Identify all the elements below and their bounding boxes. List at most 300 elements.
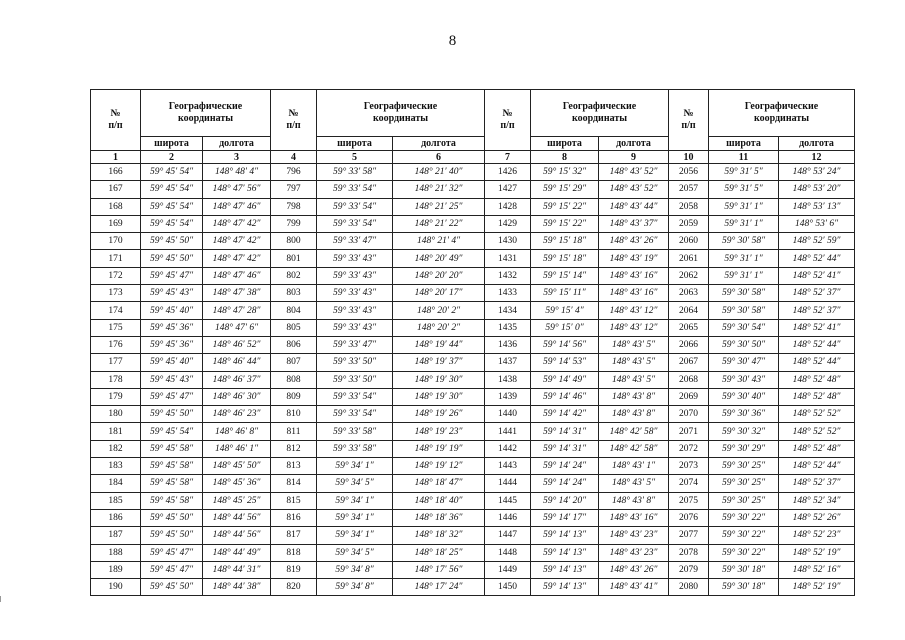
latitude-cell: 59° 45′ 50″ bbox=[141, 527, 203, 544]
point-number-cell: 813 bbox=[271, 458, 317, 475]
point-number-cell: 2065 bbox=[669, 319, 709, 336]
latitude-cell: 59° 15′ 18″ bbox=[531, 233, 599, 250]
longitude-cell: 148° 43′ 16″ bbox=[599, 285, 669, 302]
longitude-cell: 148° 53′ 24″ bbox=[779, 164, 855, 181]
latitude-cell: 59° 15′ 22″ bbox=[531, 215, 599, 232]
latitude-cell: 59° 34′ 1″ bbox=[317, 492, 393, 509]
longitude-cell: 148° 43′ 16″ bbox=[599, 509, 669, 526]
longitude-cell: 148° 19′ 23″ bbox=[393, 423, 485, 440]
header-row-sub bbox=[91, 137, 855, 151]
latitude-cell: 59° 34′ 1″ bbox=[317, 509, 393, 526]
longitude-cell: 148° 43′ 8″ bbox=[599, 388, 669, 405]
latitude-cell: 59° 33′ 54″ bbox=[317, 198, 393, 215]
longitude-cell: 148° 17′ 56″ bbox=[393, 561, 485, 578]
point-number-cell: 798 bbox=[271, 198, 317, 215]
point-number-cell: 186 bbox=[91, 509, 141, 526]
longitude-cell: 148° 52′ 41″ bbox=[779, 267, 855, 284]
point-number-cell: 800 bbox=[271, 233, 317, 250]
longitude-cell: 148° 52′ 34″ bbox=[779, 492, 855, 509]
point-number-cell: 801 bbox=[271, 250, 317, 267]
longitude-cell: 148° 42′ 58″ bbox=[599, 440, 669, 457]
longitude-cell: 148° 46′ 8″ bbox=[203, 423, 271, 440]
latitude-cell: 59° 15′ 18″ bbox=[531, 250, 599, 267]
point-number-cell: 181 bbox=[91, 423, 141, 440]
table-row bbox=[91, 250, 855, 267]
longitude-cell: 148° 43′ 52″ bbox=[599, 181, 669, 198]
longitude-cell: 148° 18′ 47″ bbox=[393, 475, 485, 492]
longitude-cell: 148° 47′ 56″ bbox=[203, 181, 271, 198]
header-lon-1: долгота bbox=[203, 137, 271, 151]
longitude-cell: 148° 21′ 22″ bbox=[393, 215, 485, 232]
col-index: 6 bbox=[393, 151, 485, 164]
longitude-cell: 148° 44′ 56″ bbox=[203, 509, 271, 526]
point-number-cell: 1435 bbox=[485, 319, 531, 336]
longitude-cell: 148° 52′ 44″ bbox=[779, 250, 855, 267]
point-number-cell: 797 bbox=[271, 181, 317, 198]
latitude-cell: 59° 15′ 14″ bbox=[531, 267, 599, 284]
latitude-cell: 59° 33′ 54″ bbox=[317, 181, 393, 198]
point-number-cell: 809 bbox=[271, 388, 317, 405]
latitude-cell: 59° 45′ 54″ bbox=[141, 164, 203, 181]
latitude-cell: 59° 15′ 4″ bbox=[531, 302, 599, 319]
latitude-cell: 59° 14′ 13″ bbox=[531, 544, 599, 561]
point-number-cell: 2070 bbox=[669, 406, 709, 423]
latitude-cell: 59° 30′ 47″ bbox=[709, 354, 779, 371]
longitude-cell: 148° 44′ 31″ bbox=[203, 561, 271, 578]
point-number-cell: 174 bbox=[91, 302, 141, 319]
point-number-cell: 2057 bbox=[669, 181, 709, 198]
point-number-cell: 187 bbox=[91, 527, 141, 544]
longitude-cell: 148° 43′ 8″ bbox=[599, 492, 669, 509]
header-num-col3: № п/п bbox=[485, 90, 531, 151]
point-number-cell: 168 bbox=[91, 198, 141, 215]
point-number-cell: 2080 bbox=[669, 579, 709, 596]
point-number-cell: 2078 bbox=[669, 544, 709, 561]
point-number-cell: 2076 bbox=[669, 509, 709, 526]
longitude-cell: 148° 43′ 5″ bbox=[599, 371, 669, 388]
latitude-cell: 59° 45′ 50″ bbox=[141, 233, 203, 250]
table-row bbox=[91, 492, 855, 509]
latitude-cell: 59° 33′ 54″ bbox=[317, 215, 393, 232]
point-number-cell: 796 bbox=[271, 164, 317, 181]
point-number-cell: 819 bbox=[271, 561, 317, 578]
latitude-cell: 59° 33′ 43″ bbox=[317, 267, 393, 284]
latitude-cell: 59° 45′ 58″ bbox=[141, 475, 203, 492]
latitude-cell: 59° 45′ 47″ bbox=[141, 388, 203, 405]
longitude-cell: 148° 52′ 16″ bbox=[779, 561, 855, 578]
latitude-cell: 59° 31′ 1″ bbox=[709, 267, 779, 284]
table-row bbox=[91, 354, 855, 371]
latitude-cell: 59° 45′ 50″ bbox=[141, 509, 203, 526]
latitude-cell: 59° 30′ 40″ bbox=[709, 388, 779, 405]
header-lat-1: широта bbox=[141, 137, 203, 151]
point-number-cell: 2073 bbox=[669, 458, 709, 475]
point-number-cell: 2069 bbox=[669, 388, 709, 405]
latitude-cell: 59° 30′ 25″ bbox=[709, 458, 779, 475]
table-row bbox=[91, 164, 855, 181]
latitude-cell: 59° 45′ 43″ bbox=[141, 285, 203, 302]
latitude-cell: 59° 33′ 43″ bbox=[317, 250, 393, 267]
latitude-cell: 59° 45′ 50″ bbox=[141, 250, 203, 267]
longitude-cell: 148° 53′ 20″ bbox=[779, 181, 855, 198]
point-number-cell: 2067 bbox=[669, 354, 709, 371]
latitude-cell: 59° 45′ 54″ bbox=[141, 423, 203, 440]
longitude-cell: 148° 21′ 4″ bbox=[393, 233, 485, 250]
latitude-cell: 59° 33′ 54″ bbox=[317, 388, 393, 405]
longitude-cell: 148° 52′ 37″ bbox=[779, 302, 855, 319]
latitude-cell: 59° 30′ 18″ bbox=[709, 579, 779, 596]
longitude-cell: 148° 19′ 26″ bbox=[393, 406, 485, 423]
point-number-cell: 1426 bbox=[485, 164, 531, 181]
header-coords-group2: Географические координаты bbox=[317, 90, 485, 137]
point-number-cell: 1446 bbox=[485, 509, 531, 526]
header-num-col2: № п/п bbox=[271, 90, 317, 151]
latitude-cell: 59° 45′ 47″ bbox=[141, 561, 203, 578]
latitude-cell: 59° 34′ 1″ bbox=[317, 458, 393, 475]
longitude-cell: 148° 19′ 12″ bbox=[393, 458, 485, 475]
latitude-cell: 59° 33′ 58″ bbox=[317, 440, 393, 457]
latitude-cell: 59° 31′ 5″ bbox=[709, 164, 779, 181]
longitude-cell: 148° 43′ 23″ bbox=[599, 527, 669, 544]
latitude-cell: 59° 31′ 1″ bbox=[709, 198, 779, 215]
latitude-cell: 59° 33′ 47″ bbox=[317, 336, 393, 353]
point-number-cell: 812 bbox=[271, 440, 317, 457]
point-number-cell: 184 bbox=[91, 475, 141, 492]
point-number-cell: 818 bbox=[271, 544, 317, 561]
longitude-cell: 148° 47′ 6″ bbox=[203, 319, 271, 336]
latitude-cell: 59° 45′ 54″ bbox=[141, 198, 203, 215]
table-row bbox=[91, 233, 855, 250]
point-number-cell: 816 bbox=[271, 509, 317, 526]
longitude-cell: 148° 18′ 25″ bbox=[393, 544, 485, 561]
latitude-cell: 59° 15′ 22″ bbox=[531, 198, 599, 215]
latitude-cell: 59° 45′ 40″ bbox=[141, 302, 203, 319]
point-number-cell: 1442 bbox=[485, 440, 531, 457]
point-number-cell: 2058 bbox=[669, 198, 709, 215]
col-index: 2 bbox=[141, 151, 203, 164]
table-body bbox=[91, 164, 855, 596]
latitude-cell: 59° 34′ 5″ bbox=[317, 544, 393, 561]
latitude-cell: 59° 30′ 25″ bbox=[709, 475, 779, 492]
point-number-cell: 799 bbox=[271, 215, 317, 232]
latitude-cell: 59° 33′ 50″ bbox=[317, 354, 393, 371]
point-number-cell: 2079 bbox=[669, 561, 709, 578]
point-number-cell: 806 bbox=[271, 336, 317, 353]
longitude-cell: 148° 52′ 48″ bbox=[779, 440, 855, 457]
col-index: 10 bbox=[669, 151, 709, 164]
longitude-cell: 148° 46′ 1″ bbox=[203, 440, 271, 457]
longitude-cell: 148° 43′ 5″ bbox=[599, 336, 669, 353]
latitude-cell: 59° 31′ 5″ bbox=[709, 181, 779, 198]
point-number-cell: 1445 bbox=[485, 492, 531, 509]
header-lon-2: долгота bbox=[393, 137, 485, 151]
latitude-cell: 59° 14′ 31″ bbox=[531, 423, 599, 440]
point-number-cell: 1441 bbox=[485, 423, 531, 440]
header-lat-4: широта bbox=[709, 137, 779, 151]
point-number-cell: 1448 bbox=[485, 544, 531, 561]
longitude-cell: 148° 43′ 37″ bbox=[599, 215, 669, 232]
longitude-cell: 148° 20′ 2″ bbox=[393, 319, 485, 336]
longitude-cell: 148° 43′ 1″ bbox=[599, 458, 669, 475]
longitude-cell: 148° 52′ 37″ bbox=[779, 285, 855, 302]
table-row bbox=[91, 388, 855, 405]
point-number-cell: 2072 bbox=[669, 440, 709, 457]
point-number-cell: 810 bbox=[271, 406, 317, 423]
latitude-cell: 59° 14′ 17″ bbox=[531, 509, 599, 526]
point-number-cell: 1443 bbox=[485, 458, 531, 475]
table-row bbox=[91, 561, 855, 578]
longitude-cell: 148° 43′ 26″ bbox=[599, 233, 669, 250]
point-number-cell: 1433 bbox=[485, 285, 531, 302]
latitude-cell: 59° 45′ 54″ bbox=[141, 181, 203, 198]
point-number-cell: 1440 bbox=[485, 406, 531, 423]
longitude-cell: 148° 18′ 36″ bbox=[393, 509, 485, 526]
header-lon-3: долгота bbox=[599, 137, 669, 151]
latitude-cell: 59° 14′ 31″ bbox=[531, 440, 599, 457]
table-row bbox=[91, 475, 855, 492]
point-number-cell: 169 bbox=[91, 215, 141, 232]
table-row bbox=[91, 302, 855, 319]
point-number-cell: 2071 bbox=[669, 423, 709, 440]
col-index: 9 bbox=[599, 151, 669, 164]
header-num-col4: № п/п bbox=[669, 90, 709, 151]
longitude-cell: 148° 20′ 17″ bbox=[393, 285, 485, 302]
table-row bbox=[91, 544, 855, 561]
point-number-cell: 807 bbox=[271, 354, 317, 371]
table-row bbox=[91, 371, 855, 388]
point-number-cell: 1449 bbox=[485, 561, 531, 578]
point-number-cell: 1427 bbox=[485, 181, 531, 198]
coordinates-table bbox=[90, 89, 855, 596]
longitude-cell: 148° 46′ 37″ bbox=[203, 371, 271, 388]
latitude-cell: 59° 34′ 5″ bbox=[317, 475, 393, 492]
longitude-cell: 148° 52′ 52″ bbox=[779, 406, 855, 423]
point-number-cell: 182 bbox=[91, 440, 141, 457]
header-coords-group3: Географические координаты bbox=[531, 90, 669, 137]
longitude-cell: 148° 52′ 59″ bbox=[779, 233, 855, 250]
table-row bbox=[91, 579, 855, 596]
latitude-cell: 59° 45′ 36″ bbox=[141, 319, 203, 336]
longitude-cell: 148° 52′ 44″ bbox=[779, 458, 855, 475]
latitude-cell: 59° 14′ 42″ bbox=[531, 406, 599, 423]
point-number-cell: 189 bbox=[91, 561, 141, 578]
latitude-cell: 59° 30′ 22″ bbox=[709, 544, 779, 561]
point-number-cell: 1439 bbox=[485, 388, 531, 405]
point-number-cell: 820 bbox=[271, 579, 317, 596]
point-number-cell: 2062 bbox=[669, 267, 709, 284]
longitude-cell: 148° 43′ 12″ bbox=[599, 302, 669, 319]
point-number-cell: 185 bbox=[91, 492, 141, 509]
point-number-cell: 2063 bbox=[669, 285, 709, 302]
latitude-cell: 59° 30′ 25″ bbox=[709, 492, 779, 509]
table-row bbox=[91, 440, 855, 457]
point-number-cell: 180 bbox=[91, 406, 141, 423]
longitude-cell: 148° 21′ 25″ bbox=[393, 198, 485, 215]
table-row bbox=[91, 423, 855, 440]
longitude-cell: 148° 20′ 49″ bbox=[393, 250, 485, 267]
longitude-cell: 148° 52′ 26″ bbox=[779, 509, 855, 526]
point-number-cell: 2068 bbox=[669, 371, 709, 388]
longitude-cell: 148° 45′ 36″ bbox=[203, 475, 271, 492]
point-number-cell: 170 bbox=[91, 233, 141, 250]
latitude-cell: 59° 45′ 50″ bbox=[141, 579, 203, 596]
table-row bbox=[91, 267, 855, 284]
latitude-cell: 59° 30′ 36″ bbox=[709, 406, 779, 423]
latitude-cell: 59° 14′ 24″ bbox=[531, 475, 599, 492]
latitude-cell: 59° 14′ 56″ bbox=[531, 336, 599, 353]
longitude-cell: 148° 17′ 24″ bbox=[393, 579, 485, 596]
latitude-cell: 59° 30′ 50″ bbox=[709, 336, 779, 353]
latitude-cell: 59° 15′ 0″ bbox=[531, 319, 599, 336]
longitude-cell: 148° 52′ 44″ bbox=[779, 354, 855, 371]
latitude-cell: 59° 33′ 43″ bbox=[317, 285, 393, 302]
latitude-cell: 59° 30′ 18″ bbox=[709, 561, 779, 578]
point-number-cell: 177 bbox=[91, 354, 141, 371]
table-row bbox=[91, 319, 855, 336]
longitude-cell: 148° 43′ 12″ bbox=[599, 319, 669, 336]
latitude-cell: 59° 15′ 32″ bbox=[531, 164, 599, 181]
latitude-cell: 59° 14′ 13″ bbox=[531, 561, 599, 578]
point-number-cell: 2077 bbox=[669, 527, 709, 544]
latitude-cell: 59° 30′ 22″ bbox=[709, 527, 779, 544]
point-number-cell: 179 bbox=[91, 388, 141, 405]
header-coords-group1: Географические координаты bbox=[141, 90, 271, 137]
table-row bbox=[91, 181, 855, 198]
longitude-cell: 148° 52′ 48″ bbox=[779, 371, 855, 388]
col-index: 1 bbox=[91, 151, 141, 164]
point-number-cell: 1434 bbox=[485, 302, 531, 319]
longitude-cell: 148° 45′ 25″ bbox=[203, 492, 271, 509]
latitude-cell: 59° 33′ 43″ bbox=[317, 302, 393, 319]
longitude-cell: 148° 43′ 52″ bbox=[599, 164, 669, 181]
header-row-index bbox=[91, 151, 855, 164]
latitude-cell: 59° 30′ 58″ bbox=[709, 285, 779, 302]
latitude-cell: 59° 45′ 58″ bbox=[141, 492, 203, 509]
latitude-cell: 59° 34′ 8″ bbox=[317, 561, 393, 578]
longitude-cell: 148° 52′ 41″ bbox=[779, 319, 855, 336]
longitude-cell: 148° 53′ 13″ bbox=[779, 198, 855, 215]
point-number-cell: 2075 bbox=[669, 492, 709, 509]
longitude-cell: 148° 44′ 49″ bbox=[203, 544, 271, 561]
latitude-cell: 59° 14′ 13″ bbox=[531, 527, 599, 544]
point-number-cell: 2074 bbox=[669, 475, 709, 492]
point-number-cell: 167 bbox=[91, 181, 141, 198]
longitude-cell: 148° 20′ 2″ bbox=[393, 302, 485, 319]
longitude-cell: 148° 47′ 46″ bbox=[203, 198, 271, 215]
point-number-cell: 808 bbox=[271, 371, 317, 388]
longitude-cell: 148° 43′ 41″ bbox=[599, 579, 669, 596]
longitude-cell: 148° 44′ 56″ bbox=[203, 527, 271, 544]
longitude-cell: 148° 52′ 19″ bbox=[779, 544, 855, 561]
longitude-cell: 148° 43′ 5″ bbox=[599, 475, 669, 492]
point-number-cell: 2059 bbox=[669, 215, 709, 232]
point-number-cell: 805 bbox=[271, 319, 317, 336]
longitude-cell: 148° 20′ 20″ bbox=[393, 267, 485, 284]
point-number-cell: 815 bbox=[271, 492, 317, 509]
longitude-cell: 148° 43′ 8″ bbox=[599, 406, 669, 423]
point-number-cell: 804 bbox=[271, 302, 317, 319]
latitude-cell: 59° 15′ 29″ bbox=[531, 181, 599, 198]
longitude-cell: 148° 47′ 38″ bbox=[203, 285, 271, 302]
header-coords-group4: Географические координаты bbox=[709, 90, 855, 137]
point-number-cell: 188 bbox=[91, 544, 141, 561]
latitude-cell: 59° 30′ 43″ bbox=[709, 371, 779, 388]
point-number-cell: 814 bbox=[271, 475, 317, 492]
table-row bbox=[91, 458, 855, 475]
longitude-cell: 148° 52′ 23″ bbox=[779, 527, 855, 544]
latitude-cell: 59° 45′ 54″ bbox=[141, 215, 203, 232]
longitude-cell: 148° 46′ 23″ bbox=[203, 406, 271, 423]
point-number-cell: 178 bbox=[91, 371, 141, 388]
page-number: 8 bbox=[448, 33, 457, 49]
point-number-cell: 173 bbox=[91, 285, 141, 302]
col-index: 12 bbox=[779, 151, 855, 164]
latitude-cell: 59° 14′ 20″ bbox=[531, 492, 599, 509]
point-number-cell: 2056 bbox=[669, 164, 709, 181]
latitude-cell: 59° 33′ 58″ bbox=[317, 164, 393, 181]
point-number-cell: 817 bbox=[271, 527, 317, 544]
table-row bbox=[91, 527, 855, 544]
latitude-cell: 59° 45′ 47″ bbox=[141, 267, 203, 284]
latitude-cell: 59° 15′ 11″ bbox=[531, 285, 599, 302]
point-number-cell: 802 bbox=[271, 267, 317, 284]
latitude-cell: 59° 14′ 13″ bbox=[531, 579, 599, 596]
latitude-cell: 59° 33′ 58″ bbox=[317, 423, 393, 440]
header-num-col1: № п/п bbox=[91, 90, 141, 151]
col-index: 8 bbox=[531, 151, 599, 164]
table-row bbox=[91, 336, 855, 353]
longitude-cell: 148° 43′ 44″ bbox=[599, 198, 669, 215]
point-number-cell: 2066 bbox=[669, 336, 709, 353]
longitude-cell: 148° 21′ 40″ bbox=[393, 164, 485, 181]
longitude-cell: 148° 43′ 5″ bbox=[599, 354, 669, 371]
longitude-cell: 148° 19′ 37″ bbox=[393, 354, 485, 371]
point-number-cell: 1429 bbox=[485, 215, 531, 232]
longitude-cell: 148° 18′ 40″ bbox=[393, 492, 485, 509]
latitude-cell: 59° 30′ 54″ bbox=[709, 319, 779, 336]
longitude-cell: 148° 52′ 52″ bbox=[779, 423, 855, 440]
header-lat-3: широта bbox=[531, 137, 599, 151]
latitude-cell: 59° 30′ 29″ bbox=[709, 440, 779, 457]
longitude-cell: 148° 46′ 30″ bbox=[203, 388, 271, 405]
latitude-cell: 59° 30′ 58″ bbox=[709, 233, 779, 250]
longitude-cell: 148° 47′ 42″ bbox=[203, 250, 271, 267]
table-row bbox=[91, 509, 855, 526]
longitude-cell: 148° 47′ 42″ bbox=[203, 215, 271, 232]
longitude-cell: 148° 43′ 16″ bbox=[599, 267, 669, 284]
latitude-cell: 59° 45′ 36″ bbox=[141, 336, 203, 353]
latitude-cell: 59° 45′ 40″ bbox=[141, 354, 203, 371]
longitude-cell: 148° 53′ 6″ bbox=[779, 215, 855, 232]
longitude-cell: 148° 52′ 19″ bbox=[779, 579, 855, 596]
header-lat-2: широта bbox=[317, 137, 393, 151]
longitude-cell: 148° 18′ 32″ bbox=[393, 527, 485, 544]
point-number-cell: 811 bbox=[271, 423, 317, 440]
point-number-cell: 2061 bbox=[669, 250, 709, 267]
longitude-cell: 148° 47′ 28″ bbox=[203, 302, 271, 319]
point-number-cell: 183 bbox=[91, 458, 141, 475]
longitude-cell: 148° 44′ 38″ bbox=[203, 579, 271, 596]
point-number-cell: 2060 bbox=[669, 233, 709, 250]
point-number-cell: 175 bbox=[91, 319, 141, 336]
longitude-cell: 148° 46′ 52″ bbox=[203, 336, 271, 353]
longitude-cell: 148° 47′ 42″ bbox=[203, 233, 271, 250]
latitude-cell: 59° 14′ 24″ bbox=[531, 458, 599, 475]
latitude-cell: 59° 30′ 22″ bbox=[709, 509, 779, 526]
longitude-cell: 148° 19′ 19″ bbox=[393, 440, 485, 457]
latitude-cell: 59° 45′ 43″ bbox=[141, 371, 203, 388]
latitude-cell: 59° 33′ 43″ bbox=[317, 319, 393, 336]
